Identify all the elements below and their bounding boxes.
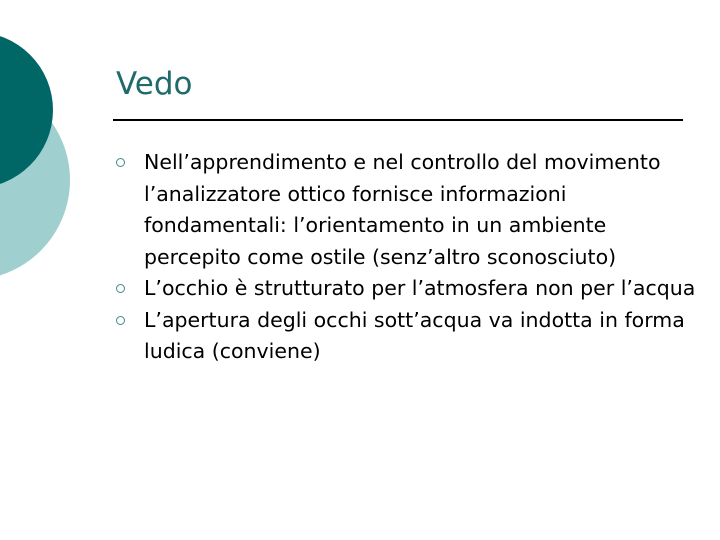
bullet-item [116,147,696,273]
hollow-circle-bullet-icon [116,158,125,167]
decorative-circles [0,0,120,300]
bullet-item [116,273,696,305]
bullet-text: L’apertura degli occhi sott’acqua va indotta in forma ludica (conviene) [144,307,685,363]
title-divider [113,119,683,121]
bullet-list [116,147,696,368]
hollow-circle-bullet-icon [116,284,125,293]
bullet-text: L’occhio è strutturato per l’atmosfera non per l’acqua [144,276,696,300]
hollow-circle-bullet-icon [116,316,125,325]
bullet-item [116,305,696,368]
bullet-text: Nell’apprendimento e nel controllo del movimento l’analizzatore ottico fornisce informazioni fondamentali: l’orientamento in un ambiente percepito come ostile (senz’altro sconosciuto) [144,150,661,269]
slide-title: Vedo [116,66,193,102]
